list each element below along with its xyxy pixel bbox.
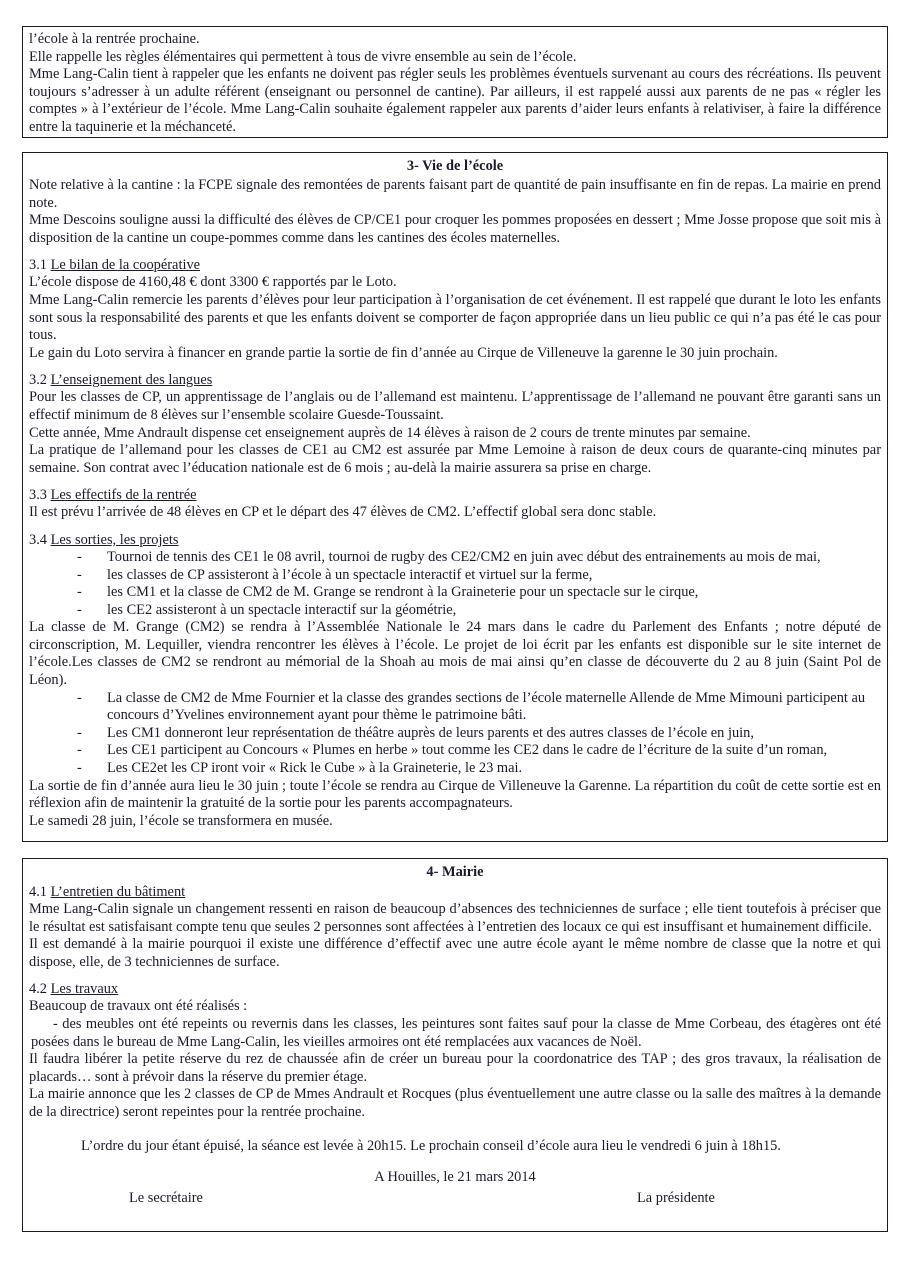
paragraph: La classe de M. Grange (CM2) se rendra à l’Assemblée Nationale le 24 mars dans le cadre du Parlement des Enfants ; notre député de circonscription, M. Lequiller, viendra rencontrer les élèves à l’école. Le projet de loi écrit par les enfants est disponible sur le site internet de l’école.Les classes de CM2 se rendront au mémorial de la Shoah au mois de mai ainsi qu’en classe de découverte du 2 au 8 juin (Saint Pol de Léon). xyxy=(29,619,881,689)
list-item-label: La classe de CM2 de Mme Fournier et la classe des grandes sections de l’école maternelle Allende de Mme Mimouni participent au concours d’Yvelines environnement ayant pour thème le patrimoine bâti. xyxy=(107,689,866,724)
paragraph: L’école dispose de 4160,48 € dont 3300 € rapportés par le Loto. xyxy=(29,274,397,291)
paragraph: Mme Lang-Calin signale un changement ressenti en raison de beaucoup d’absences des techniciennes de surface ; elle tient toutefois à préciser que le résultat est satisfaisant compte tenu que seules 2 personnes sont affectées à l’entretien des locaux ce qui est insuffisant et humainement difficile. xyxy=(29,901,881,935)
section-heading-4: 4- Mairie xyxy=(426,864,484,880)
signature-president-label: La présidente xyxy=(637,1189,715,1206)
dash-bullet-icon: - xyxy=(77,742,82,759)
list-item-label: Les CE1 participent au Concours « Plumes en herbe » tout comme les CE2 dans le cadre de l’écriture de la suite d’un roman, xyxy=(107,742,828,759)
dash-bullet-icon: - xyxy=(77,548,82,565)
list-item-label: les CM1 et la classe de CM2 de M. Grange se rendront à la Graineterie pour un spectacle sur le cirque, xyxy=(107,584,699,601)
dash-bullet-icon: - xyxy=(77,601,82,618)
subsection-heading-4-2 xyxy=(29,980,881,998)
paragraph: Il est prévu l’arrivée de 48 élèves en CP et le départ des 47 élèves de CM2. L’effectif global sera donc stable. xyxy=(29,504,657,521)
bullet-list-outings-first xyxy=(29,549,881,619)
list-item xyxy=(29,725,881,743)
place-and-date: A Houilles, le 21 mars 2014 xyxy=(374,1169,536,1186)
subsection-heading-3-2 xyxy=(29,371,881,389)
paragraph: Il faudra libérer la petite réserve du rez de chaussée afin de créer un bureau pour la coordonatrice des TAP ; des gros travaux, la réalisation de placards… sont à prévoir dans la réserve du premier étage. xyxy=(29,1051,881,1085)
list-item xyxy=(29,584,881,602)
paragraph: Le samedi 28 juin, l’école se transformera en musée. xyxy=(29,812,333,829)
minutes-box-section-4 xyxy=(22,858,888,1232)
dash-bullet-icon: - xyxy=(77,760,82,777)
paragraph: Cette année, Mme Andrault dispense cet enseignement auprès de 14 élèves à raison de 2 cours de trente minutes par semaine. xyxy=(29,424,751,441)
subsection-number: 3.3 xyxy=(29,487,51,504)
subsection-title: Le bilan de la coopérative xyxy=(50,257,201,274)
paragraph: Elle rappelle les règles élémentaires qui permettent à tous de vivre ensemble au sein de l’école. xyxy=(29,48,577,65)
paragraph: Beaucoup de travaux ont été réalisés : xyxy=(29,998,248,1015)
subsection-title: Les travaux xyxy=(50,981,119,998)
subsection-title: L’entretien du bâtiment xyxy=(50,884,186,900)
signature-block xyxy=(29,1190,881,1214)
paragraph: Le gain du Loto servira à financer en grande partie la sortie de fin d’année au Cirque de Villeneuve la garenne le 30 juin prochain. xyxy=(29,344,778,361)
subsection-title: Les sorties, les projets xyxy=(50,531,179,548)
list-item xyxy=(29,567,881,585)
subsection-heading-3-4 xyxy=(29,531,881,549)
list-item-label: les classes de CP assisteront à l’école à un spectacle interactif et virtuel sur la ferme, xyxy=(107,566,593,583)
paragraph: l’école à la rentrée prochaine. xyxy=(29,31,200,47)
minutes-box-continuation xyxy=(22,26,888,138)
list-item-label: Tournoi de tennis des CE1 le 08 avril, tournoi de rugby des CE2/CM2 en juin avec début des entrainements au mois de mai, xyxy=(107,548,821,565)
paragraph: La mairie annonce que les 2 classes de CP de Mmes Andrault et Rocques (plus éventuellement une autre classe ou la salle des maîtres à la demande de la directrice) seront repeintes pour la rentrée prochaine. xyxy=(29,1086,881,1120)
dash-bullet-icon: - xyxy=(77,566,82,583)
subsection-number: 3.2 xyxy=(29,372,51,389)
subsection-heading-4-1 xyxy=(29,883,881,901)
subsection-title: Les effectifs de la rentrée xyxy=(50,487,197,504)
list-item-label: les CE2 assisteront à un spectacle interactif sur la géométrie, xyxy=(107,601,457,618)
paragraph: La sortie de fin d’année aura lieu le 30 juin ; toute l’école se rendra au Cirque de Villeneuve la Garenne. La répartition du coût de cette sortie est en réflexion afin de maintenir la gratuité de la sortie pour les parents accompagnateurs. xyxy=(29,777,881,812)
dash-bullet-icon: - xyxy=(77,584,82,601)
paragraph: Note relative à la cantine : la FCPE signale des remontées de parents faisant part de quantité de pain insuffisante en fin de repas. La mairie en prend note. xyxy=(29,177,881,211)
subsection-heading-3-1 xyxy=(29,256,881,274)
list-item xyxy=(29,760,881,778)
paragraph: Mme Lang-Calin remercie les parents d’élèves pour leur participation à l’organisation de cet événement. Il est rappelé que durant le loto les enfants sont sous la responsabilité des parents et que les enfants doivent se comporter de façon appropriée dans un lieu public ce qui n’a pas été le cas pour tous. xyxy=(29,291,881,344)
list-item-label: Les CM1 donneront leur représentation de théâtre auprès de leurs parents et des autres classes de l’école en juin, xyxy=(107,724,754,741)
subsection-title: L’enseignement des langues xyxy=(50,372,213,389)
minutes-box-section-3 xyxy=(22,152,888,842)
section-heading-3: 3- Vie de l’école xyxy=(406,158,504,174)
subsection-number: 3.1 xyxy=(29,257,51,274)
list-item xyxy=(29,690,881,725)
bullet-list-outings-second xyxy=(29,690,881,778)
subsection-number: 4.2 xyxy=(29,981,51,998)
paragraph: Mme Lang-Calin tient à rappeler que les enfants ne doivent pas régler seuls les problèmes éventuels survenant au cours des récréations. Ils peuvent toujours s’adresser à un adulte référent (enseignant ou personnel de cantine). Par ailleurs, il est rappelé aussi aux parents de ne pas « régler les comptes » à l’extérieur de l’école. Mme Lang-Calin souhaite également rappeler aux parents d’aider leurs enfants à relativiser, à faire la différence entre la taquinerie et la méchanceté. xyxy=(29,66,881,135)
paragraph: Pour les classes de CP, un apprentissage de l’anglais ou de l’allemand est maintenu. L’apprentissage de l’allemand ne pouvant être garanti sans un effectif minimum de 8 élèves sur l’ensemble scolaire Guesde-Toussaint. xyxy=(29,389,881,423)
list-item-label: Les CE2et les CP iront voir « Rick le Cube » à la Graineterie, le 23 mai. xyxy=(107,760,523,777)
list-item xyxy=(29,602,881,620)
subsection-number: 4.1 xyxy=(29,884,51,900)
dash-bullet-icon: - xyxy=(77,724,82,741)
closing-statement: L’ordre du jour étant épuisé, la séance est levée à 20h15. Le prochain conseil d’école aura lieu le vendredi 6 juin à 18h15. xyxy=(81,1137,781,1154)
dash-bullet-icon: - xyxy=(77,689,82,706)
subsection-number: 3.4 xyxy=(29,531,51,548)
paragraph: La pratique de l’allemand pour les classes de CE1 au CM2 est assurée par Mme Lemoine à raison de deux cours de quarante-cinq minutes par semaine. Son contrat avec l’éducation nationale est de 6 mois ; au-delà la mairie assurera sa prise en charge. xyxy=(29,442,881,476)
signature-secretary-label: Le secrétaire xyxy=(129,1189,203,1206)
list-item xyxy=(29,742,881,760)
paragraph: Il est demandé à la mairie pourquoi il existe une différence d’effectif avec une autre école ayant le même nombre de classe que la notre et qui dispose, elle, de 3 techniciennes de surface. xyxy=(29,936,881,970)
paragraph: Mme Descoins souligne aussi la difficulté des élèves de CP/CE1 pour croquer les pommes proposées en dessert ; Mme Josse propose que soit mis à disposition de la cantine un coupe-pommes comme dans les cantines des écoles maternelles. xyxy=(29,212,881,246)
list-item xyxy=(29,549,881,567)
paragraph-dash-item: - des meubles ont été repeints ou revernis dans les classes, les peintures sont faites sauf pour la classe de Mme Corbeau, des étagères ont été posées dans le bureau de Mme Lang-Calin, les vieilles armoires ont été remplacées aux vacances de Noël. xyxy=(31,1015,881,1050)
subsection-heading-3-3 xyxy=(29,486,881,504)
